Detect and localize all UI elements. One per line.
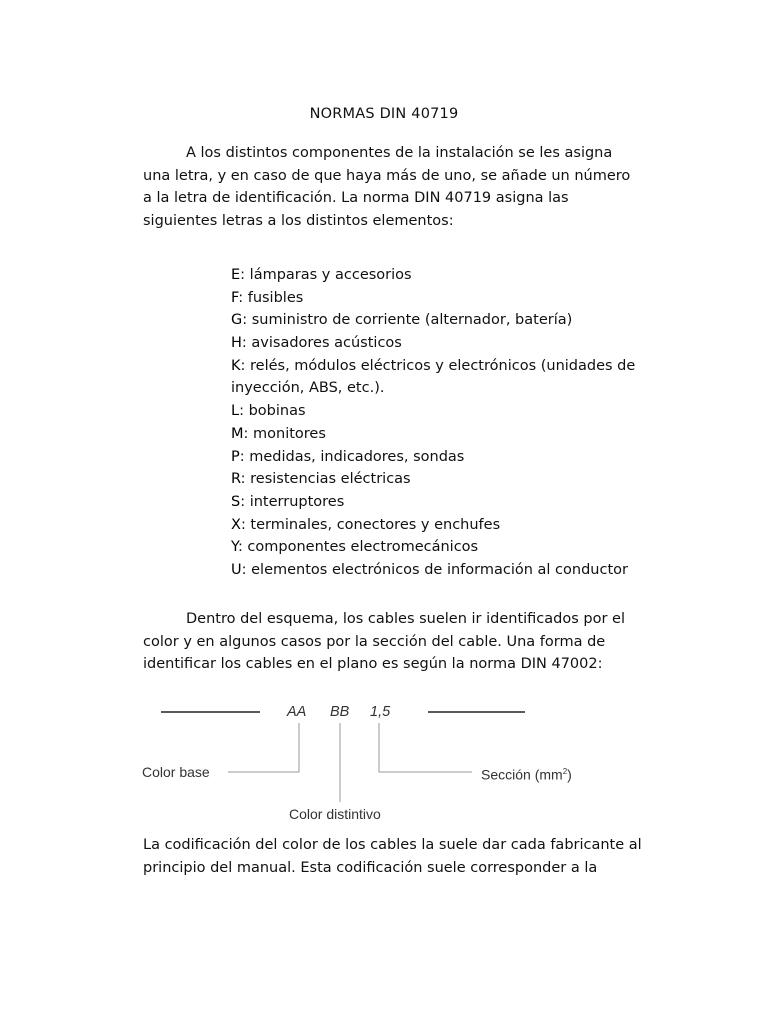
closing-paragraph [143, 834, 673, 879]
letter-key: G [231, 312, 243, 329]
letter-key: X [231, 516, 241, 533]
letter-text: : elementos electrónicos de información al conductor [241, 561, 628, 578]
code-section: 1,5 [370, 704, 391, 720]
letter-item [231, 514, 671, 537]
letter-item [231, 400, 671, 423]
letter-key: F [231, 289, 239, 306]
letter-key: K [231, 357, 241, 374]
letter-text: : fusibles [238, 289, 304, 306]
letter-item [231, 423, 671, 446]
letter-key: E [231, 267, 241, 283]
letter-key: Y [231, 539, 238, 556]
letter-text: : interruptores [240, 493, 345, 510]
letter-key: P [231, 448, 240, 465]
cables-line: Dentro del esquema, los cables suelen ir identificados por el [186, 611, 626, 627]
intro-line: siguientes letras a los distintos elementos: [143, 213, 454, 230]
label-color-base: Color base [142, 764, 210, 780]
letter-text: : lámparas y accesorios [240, 267, 412, 283]
label-color-distinct: Color distintivo [289, 806, 381, 822]
letter-item [231, 536, 671, 559]
letter-item [231, 332, 671, 355]
letter-item [231, 355, 671, 378]
code-aa: AA [287, 704, 307, 720]
base-leader [228, 723, 299, 772]
letter-key: U [231, 561, 242, 578]
letter-item [231, 446, 671, 469]
letter-text: : avisadores acústicos [241, 335, 402, 352]
cables-paragraph [143, 608, 673, 676]
letter-text: : terminales, conectores y enchufes [240, 516, 501, 533]
letter-item [231, 264, 671, 287]
section-leader [379, 723, 472, 772]
label-section: Sección $(mm^2)$ [481, 766, 572, 783]
letter-item [231, 377, 671, 400]
intro-paragraph [143, 142, 673, 233]
cables-line: color y en algunos casos por la sección del cable. Una forma de [143, 633, 606, 650]
letter-list [231, 264, 671, 582]
letter-text: : resistencias eléctricas [240, 471, 411, 488]
intro-line: una letra, y en caso de que haya más de uno, se añade un número [143, 167, 631, 184]
letter-key: M [231, 425, 244, 442]
letter-text: inyección, ABS, etc.). [231, 380, 385, 397]
letter-key: H [231, 335, 242, 352]
letter-item [231, 468, 671, 491]
letter-text: : bobinas [239, 403, 306, 420]
intro-line: A los distintos componentes de la instalación se les asigna [186, 145, 613, 161]
letter-text: : relés, módulos eléctricos y electrónicos (unidades de [240, 357, 636, 374]
letter-text: : componentes electromecánicos [237, 539, 479, 556]
letter-text: : monitores [243, 425, 326, 442]
letter-item [231, 309, 671, 332]
letter-key: S [231, 493, 241, 510]
intro-line: a la letra de identificación. La norma DIN 40719 asigna las [143, 190, 569, 207]
letter-item [231, 491, 671, 514]
closing-line: principio del manual. Esta codificación suele corresponder a la [143, 859, 598, 876]
cable-code-diagram [0, 690, 768, 830]
letter-key: R [231, 471, 241, 488]
letter-key: L [231, 403, 240, 420]
code-bb: BB [330, 704, 350, 720]
label-section-sup: 2 [562, 767, 568, 776]
page-title: NORMAS DIN 40719 [309, 106, 459, 122]
letter-item [231, 559, 671, 582]
letter-text: : suministro de corriente (alternador, batería) [242, 312, 573, 329]
letter-text: : medidas, indicadores, sondas [239, 448, 465, 465]
cables-line: identificar los cables en el plano es según la norma DIN 47002: [143, 656, 603, 673]
letter-item [231, 287, 671, 310]
closing-line: La codificación del color de los cables la suele dar cada fabricante al [143, 837, 642, 853]
